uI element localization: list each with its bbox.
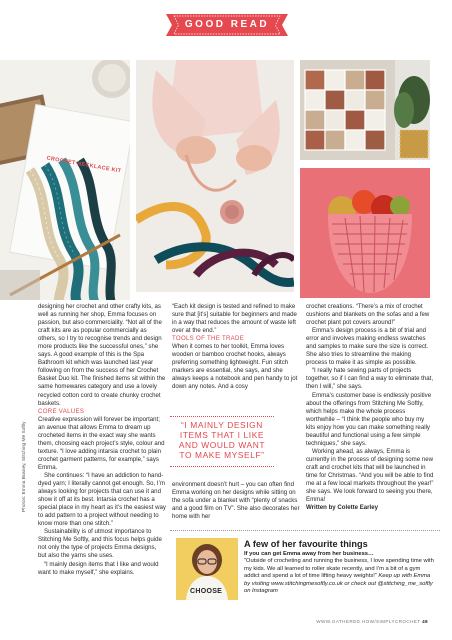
shirt-text: CHOOSE	[190, 588, 223, 595]
article-column-2-continued	[172, 481, 300, 521]
heading-core-values: CORE VALUES	[38, 407, 85, 415]
photo-crochet-blanket	[300, 60, 430, 160]
blanket-illustration	[300, 60, 430, 160]
favourites-title: A few of her favourite things	[244, 539, 368, 549]
hands-illustration	[136, 60, 294, 292]
banner-title: GOOD READ	[184, 19, 270, 30]
col1-paragraph-3: She continues: “I have an addiction to hand-dyed yarn; I literally cannot get enough. So, I’m always looking for projects that can use it and show it off at its best. Intarsia crochet has a special place in my heart as it’s the easiest way to add pattern to a project without needing to know more than one stitch.”	[38, 471, 166, 528]
pullquote-rule-bottom	[170, 466, 274, 467]
col3-paragraph-1: crochet creations. “There’s a mix of crochet cushions and blankets on the sofas and a few crochet plant pot covers around!”	[306, 303, 430, 327]
photo-necklace-kit	[0, 60, 130, 300]
col1-paragraph-4: Sustainability is of utmost importance to Stitching Me Softly, and this focus helps guide not only the type of projects Emma designs, but also the yarns she uses.	[38, 528, 162, 560]
col2-paragraph-2: When it comes to her toolkit, Emma loves wooden or bamboo crochet hooks, always preferring something lightweight. Fun stitch markers are essential, she says, and she always keeps a notebook and pen handy to jot down any notes. And a cosy	[172, 343, 298, 391]
fruit-bag-illustration	[300, 168, 430, 298]
pullquote-rule-top	[170, 416, 274, 417]
byline: Written by Colette Earley	[306, 504, 379, 512]
photo-hands-crocheting	[136, 60, 294, 292]
article-column-2	[172, 303, 300, 392]
necklace-kit-illustration	[0, 60, 130, 300]
article-column-3	[306, 303, 434, 512]
page-footer	[316, 619, 428, 624]
favourites-lead: If you can get Emma away from her business…	[244, 551, 374, 557]
col3-paragraph-2: Emma’s design process is a bit of trial and error and involves making endless swatches and samples to make sure the size is correct. She also tries to streamline the making process to make it as simple as possible.	[306, 327, 429, 367]
kit-box-label: CROCHET NECKLACE KIT	[46, 155, 122, 175]
col1-paragraph-2: Creative expression will forever be important; an avenue that allows Emma to dream up crocheted items in the exact way she wants them, choosing each project’s style, colour and texture. “I love adding intarsia crochet to plain crochet garment patterns, for example,” says Emma.	[38, 415, 165, 471]
photo-fruit-bag	[300, 168, 430, 298]
col3-paragraph-3: “I really hate sewing parts of projects together, so if I can find a way to eliminate that, then I will,” she says.	[306, 367, 434, 391]
page-number: 49	[422, 619, 428, 624]
col1-paragraph-5: “I mainly design items that I like and would want to make myself,” she explains.	[38, 560, 159, 576]
pullquote: “I MAINLY DESIGN ITEMS THAT I LIKE AND WOULD WANT TO MAKE MYSELF”	[178, 420, 266, 460]
col3-paragraph-5: Working ahead, as always, Emma is currently in the process of designing some new craft and crochet kits that will be launched in time for Christmas. “And you will be able to find me at a few local markets throughout the year!” she says. We look forward to seeing you there, Emma!	[306, 447, 434, 504]
favourites-divider	[170, 530, 440, 531]
favourites-quote: “Outside of crocheting and running the business, I love spending time with my kids. We all learned to roller skate recently, and I’m a bit of a gym addict and spend a lot of time lifting heavy weights!”	[244, 558, 434, 580]
article-column-1	[38, 303, 166, 577]
section-banner	[166, 14, 288, 36]
photo-credit: Photos: Emma Bussey, Stitching Me Softly	[22, 421, 27, 512]
col3-paragraph-4: Emma’s customer base is endlessly positive about the offerings from Stitching Me Softly, which helps make the whole process worthwhile – “I think the people who buy my kits enjoy how you can make something really beautiful and functional using a few simple techniques,” she says.	[306, 391, 432, 447]
favourites-cta: Keep up with Emma by visiting www.stitchingmesoftly.co.uk or check out @stitching_me_softly on Instagram	[244, 573, 433, 595]
footer-site: WWW.GATHERED.HOW/SIMPLYCROCHET	[316, 619, 421, 624]
heading-tools-of-the-trade: TOOLS OF THE TRADE	[172, 335, 245, 343]
col1-paragraph-1: designing her crochet and other crafty kits, as well as running her shop, Emma focuses on passion, but also commerciality. “Not all of the craft kits are as popular commercially as others, so I try to recognise trends and design more products like the successful ones,” she says. A good example of this is the Spa Bathroom kit which was launched last year following on from the success of her Crochet Basket Duo kit. The finished items sit within the same homewares category and use a lovely recycled cotton cord to create chunky crochet baskets.	[38, 303, 166, 407]
col2-paragraph-1: “Each kit design is tested and refined to make sure that [it’s] suitable for beginners and made in a way that reduces the amount of waste left over at the end.”	[172, 303, 297, 335]
col2-paragraph-3: environment doesn’t hurt – you can often find Emma working on her designs while sitting on the sofa under a blanket with “plenty of snacks and a good film on TV”. She also decorates her home with her	[172, 481, 300, 521]
favourites-body	[244, 551, 436, 595]
emma-portrait	[176, 538, 238, 600]
